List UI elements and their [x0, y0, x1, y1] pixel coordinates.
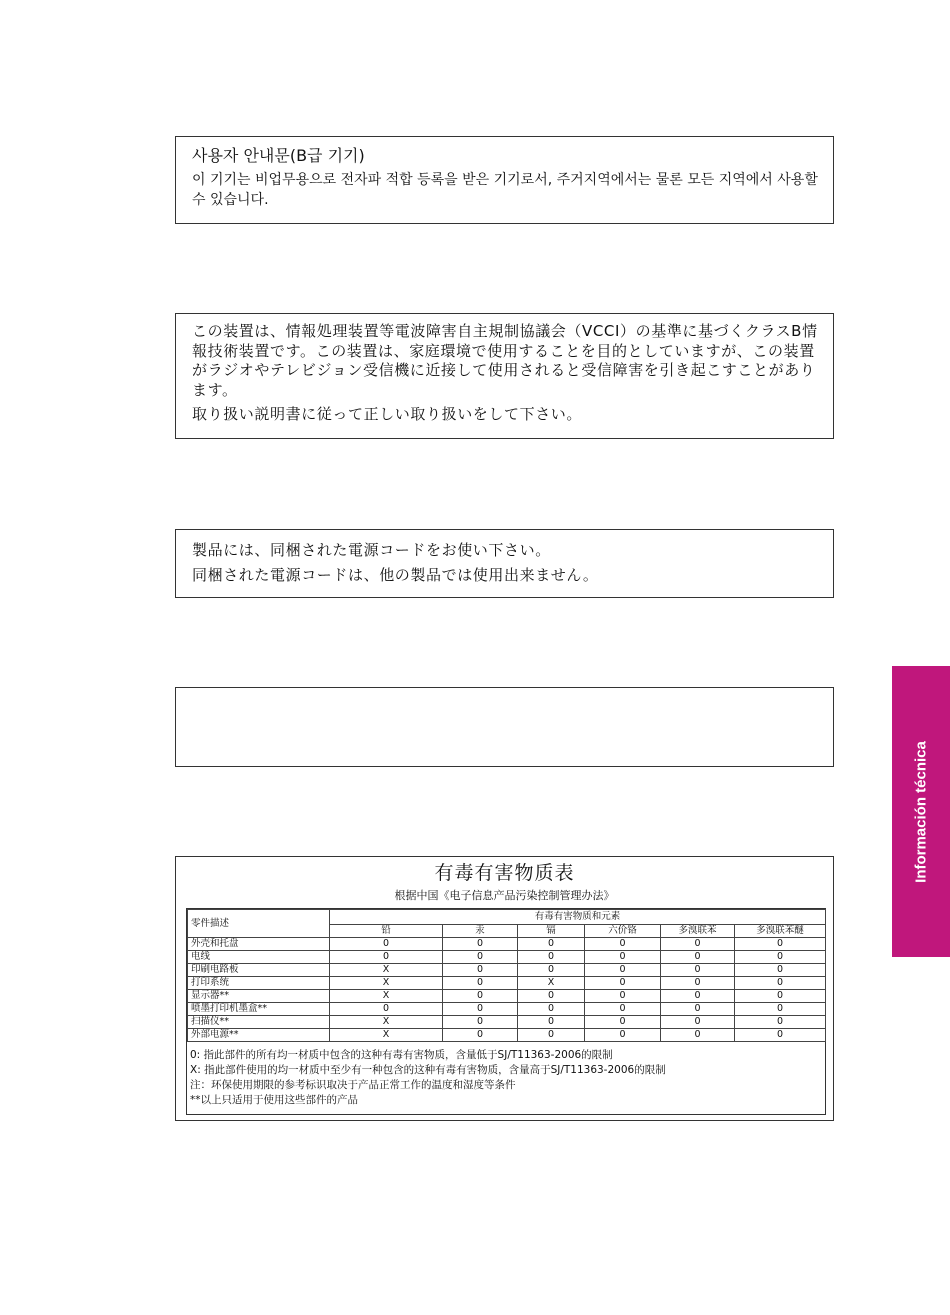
substance-value-cell: 0 [661, 977, 735, 990]
substance-value-cell: 0 [443, 977, 518, 990]
substance-value-cell: 0 [735, 951, 826, 964]
substance-value-cell: 0 [661, 1029, 735, 1042]
part-name-cell: 电线 [188, 951, 330, 964]
substance-value-cell: 0 [585, 1029, 661, 1042]
substance-value-cell: 0 [735, 1003, 826, 1016]
substance-value-cell: 0 [661, 1016, 735, 1029]
table-row [188, 990, 826, 1003]
substance-value-cell: 0 [518, 1003, 585, 1016]
part-name-cell: 印刷电路板 [188, 964, 330, 977]
note-line: **以上只适用于使用这些部件的产品 [190, 1094, 358, 1106]
substance-value-cell: 0 [585, 964, 661, 977]
table-row [188, 1003, 826, 1016]
note-line: 0: 指此部件的所有均一材质中包含的这种有毒有害物质，含量低于SJ/T11363-2006的限制 [190, 1049, 613, 1061]
column-header: 多溴联苯 [661, 925, 735, 938]
substance-value-cell: 0 [443, 964, 518, 977]
substance-value-cell: X [330, 990, 443, 1003]
power-cord-line-1: 製品には、同梱された電源コードをお使い下さい。 [192, 541, 551, 559]
substance-value-cell: 0 [518, 951, 585, 964]
substance-value-cell: 0 [443, 990, 518, 1003]
substance-value-cell: 0 [661, 1003, 735, 1016]
hazard-table-frame [186, 908, 826, 1115]
substance-value-cell: 0 [735, 990, 826, 1003]
table-row [188, 938, 826, 951]
power-cord-notice [175, 529, 834, 598]
substance-value-cell: 0 [330, 1003, 443, 1016]
hazard-table [187, 909, 826, 1042]
substance-value-cell: 0 [585, 1003, 661, 1016]
substance-value-cell: 0 [518, 1016, 585, 1029]
part-name-cell: 扫描仪** [188, 1016, 330, 1029]
substance-value-cell: 0 [443, 1029, 518, 1042]
part-name-cell: 显示器** [188, 990, 330, 1003]
substance-value-cell: 0 [518, 964, 585, 977]
substance-value-cell: 0 [585, 990, 661, 1003]
substance-value-cell: X [330, 1016, 443, 1029]
vcci-notice [175, 313, 834, 439]
side-tab-label: Información técnica [912, 740, 930, 883]
vcci-paragraph-2: 取り扱い説明書に従って正しい取り扱いをして下さい。 [192, 405, 583, 423]
korean-notice-body: 이 기기는 비업무용으로 전자파 적합 등록을 받은 기기로서, 주거지역에서는 물론 모든 지역에서 사용할 수 있습니다. [192, 172, 818, 208]
substance-value-cell: 0 [661, 938, 735, 951]
substance-value-cell: X [518, 977, 585, 990]
column-header: 镉 [518, 925, 585, 938]
hazardous-substances-box [175, 856, 834, 1121]
substance-value-cell: 0 [443, 1016, 518, 1029]
part-description-header: 零件描述 [188, 910, 330, 938]
substance-value-cell: X [330, 1029, 443, 1042]
hazard-table-notes [187, 1042, 825, 1108]
substance-value-cell: 0 [443, 951, 518, 964]
hazard-table-title: 有毒有害物质表 [434, 862, 575, 884]
substance-value-cell: X [330, 977, 443, 990]
substance-value-cell: 0 [443, 938, 518, 951]
substance-value-cell: 0 [735, 977, 826, 990]
substance-value-cell: 0 [661, 951, 735, 964]
substance-value-cell: 0 [735, 1016, 826, 1029]
power-cord-line-2: 同梱された電源コードは、他の製品では使用出来ません。 [192, 566, 599, 584]
part-name-cell: 外部电源** [188, 1029, 330, 1042]
part-name-cell: 打印系统 [188, 977, 330, 990]
substance-value-cell: 0 [443, 1003, 518, 1016]
substance-value-cell: X [330, 964, 443, 977]
note-line: 注：环保使用期限的参考标识取决于产品正常工作的温度和湿度等条件 [190, 1079, 516, 1091]
substance-value-cell: 0 [518, 1029, 585, 1042]
column-header: 汞 [443, 925, 518, 938]
substance-value-cell: 0 [735, 938, 826, 951]
table-row [188, 1016, 826, 1029]
empty-notice-box [175, 687, 834, 767]
hazard-table-subtitle: 根据中国《电子信息产品污染控制管理办法》 [394, 889, 615, 902]
korean-notice-title: 사용자 안내문(B급 기기) [192, 146, 365, 165]
substances-group-header: 有毒有害物质和元素 [330, 910, 826, 925]
korean-user-notice [175, 136, 834, 224]
table-row [188, 951, 826, 964]
substance-value-cell: 0 [330, 938, 443, 951]
substance-value-cell: 0 [735, 1029, 826, 1042]
vcci-paragraph-1: この装置は、情報処理装置等電波障害自主規制協議会（VCCI）の基準に基づくクラスB情報技術装置です。この装置は、家庭環境で使用することを目的としていますが、この装置がラジオやテレビジョン受信機に近接して使用されると受信障害を引き起こすことがあります。 [192, 322, 818, 399]
section-side-tab [892, 666, 950, 957]
substance-value-cell: 0 [661, 990, 735, 1003]
column-header: 六价铬 [585, 925, 661, 938]
table-row [188, 1029, 826, 1042]
substance-value-cell: 0 [585, 938, 661, 951]
substance-value-cell: 0 [585, 951, 661, 964]
table-row [188, 964, 826, 977]
part-name-cell: 外壳和托盘 [188, 938, 330, 951]
column-header: 多溴联苯醚 [735, 925, 826, 938]
note-line: X: 指此部件使用的均一材质中至少有一种包含的这种有毒有害物质，含量高于SJ/T11363-2006的限制 [190, 1064, 666, 1076]
part-name-cell: 喷墨打印机墨盒** [188, 1003, 330, 1016]
substance-value-cell: 0 [585, 1016, 661, 1029]
column-header: 铅 [330, 925, 443, 938]
substance-value-cell: 0 [585, 977, 661, 990]
substance-value-cell: 0 [661, 964, 735, 977]
substance-value-cell: 0 [518, 938, 585, 951]
substance-value-cell: 0 [735, 964, 826, 977]
substance-value-cell: 0 [330, 951, 443, 964]
substance-value-cell: 0 [518, 990, 585, 1003]
table-row [188, 977, 826, 990]
